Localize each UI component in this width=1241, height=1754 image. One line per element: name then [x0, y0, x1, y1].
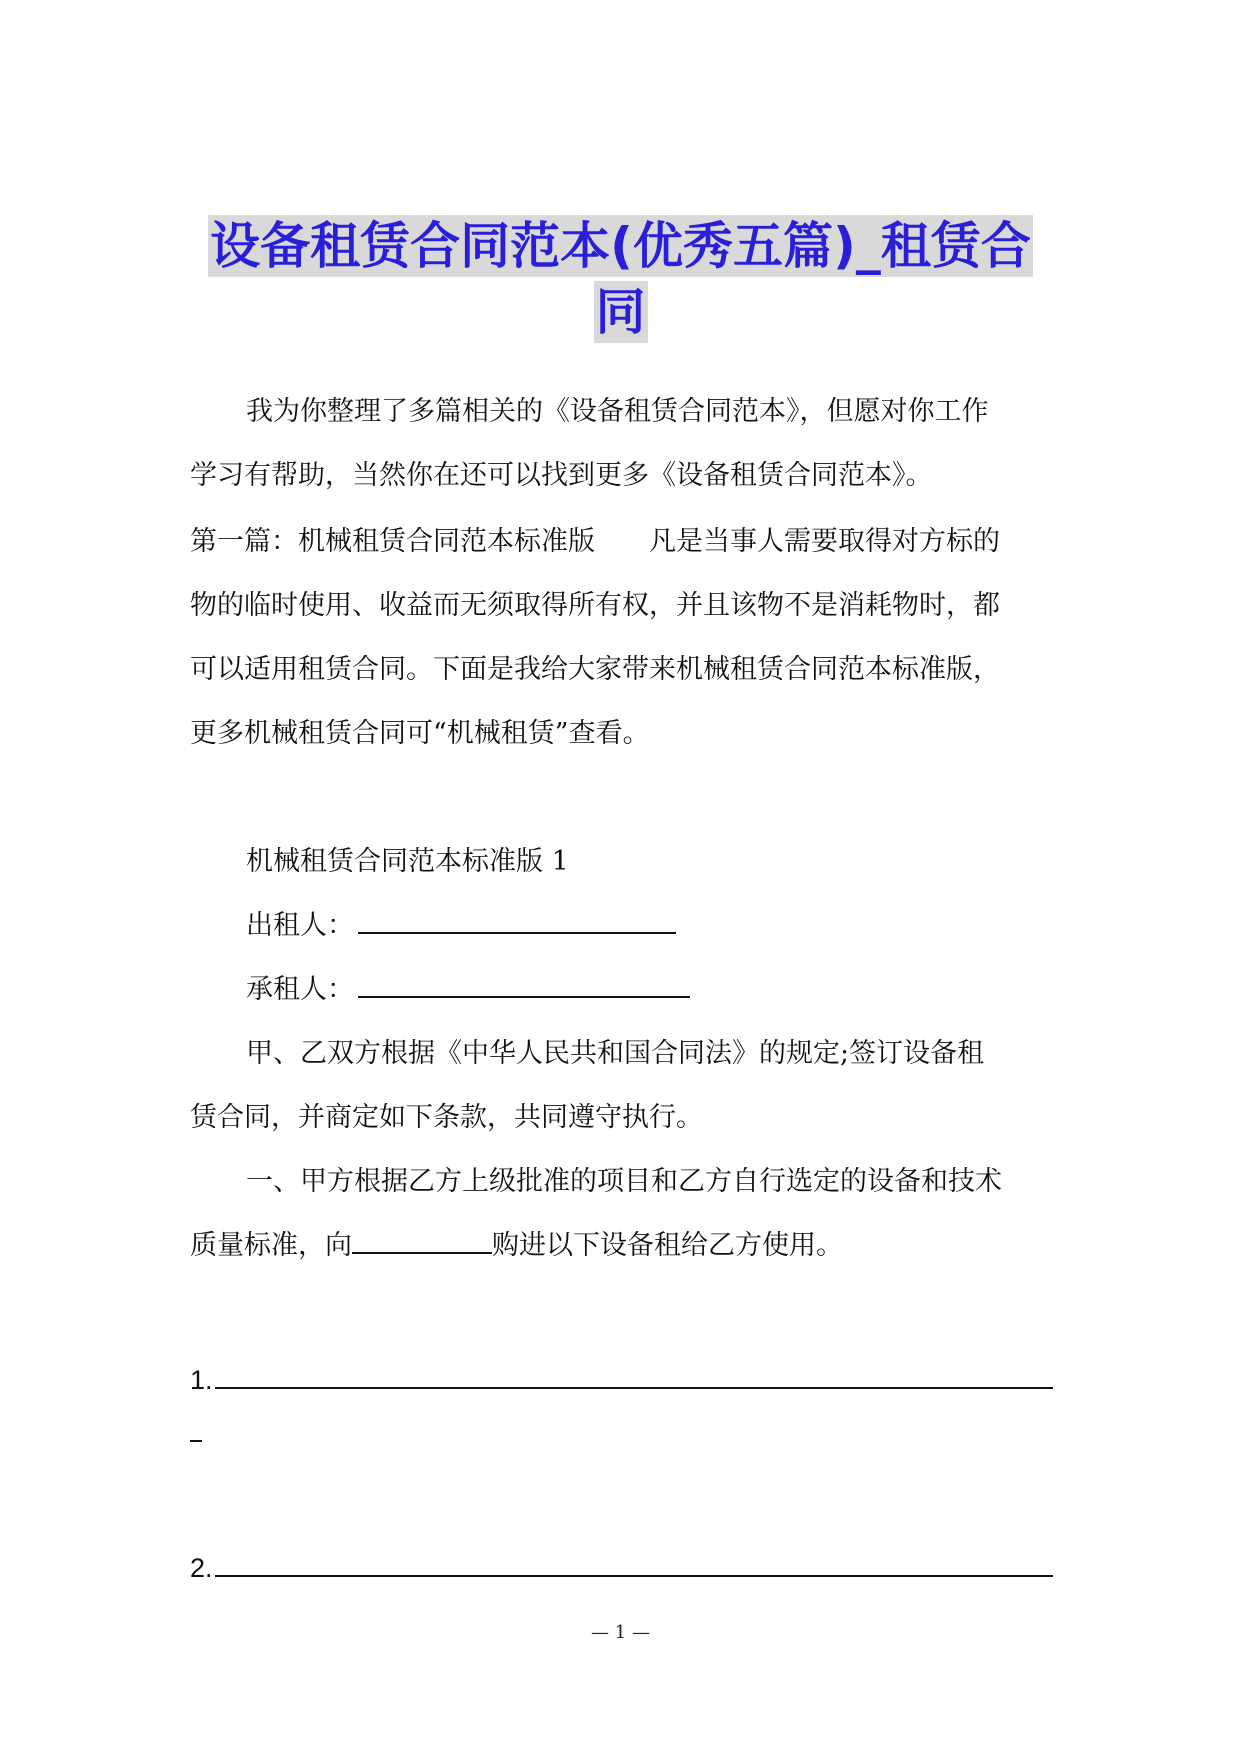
- supplier-blank: [352, 1228, 492, 1254]
- clause-intro-line-2: 赁合同，并商定如下条款，共同遵守执行。: [190, 1102, 703, 1133]
- item-1-blank: [215, 1365, 1053, 1389]
- section-one-line-2: 物的临时使用、收益而无须取得所有权，并且该物不是消耗物时，都: [190, 590, 1000, 621]
- lessor-label: 出租人：: [246, 910, 354, 941]
- lessor-field: [190, 894, 1060, 958]
- item-1-number: 1.: [190, 1365, 213, 1395]
- title-line-2: 同: [595, 283, 646, 341]
- section-one-line-3: 可以适用租赁合同。下面是我给大家带来机械租赁合同范本标准版，: [190, 654, 1000, 685]
- item-1-continuation-blank: [190, 1440, 202, 1442]
- clause-one-text-b: 购进以下设备租给乙方使用。: [492, 1230, 843, 1261]
- lessee-field: [190, 958, 1060, 1022]
- numbered-item-1: [190, 1365, 1053, 1396]
- title-line-1: 设备租赁合同范本(优秀五篇)_租赁合: [210, 217, 1031, 275]
- item-2-number: 2.: [190, 1553, 213, 1583]
- section-one-line-1: 第一篇：机械租赁合同范本标准版 凡是当事人需要取得对方标的: [190, 526, 1000, 557]
- intro-line-2: 学习有帮助，当然你在还可以找到更多《设备租赁合同范本》。: [190, 460, 933, 491]
- clause-one-line-2: [190, 1214, 1060, 1278]
- document-title: [190, 213, 1051, 345]
- clause-intro-line-1: 甲、乙双方根据《中华人民共和国合同法》的规定;签订设备租: [246, 1038, 985, 1069]
- contract-subtitle: 机械租赁合同范本标准版 1: [246, 846, 569, 877]
- page-number: — 1 —: [591, 1622, 650, 1643]
- numbered-item-2: [190, 1553, 1053, 1584]
- item-2-blank: [215, 1553, 1053, 1577]
- clause-one-line-1: 一、甲方根据乙方上级批准的项目和乙方自行选定的设备和技术: [246, 1166, 1002, 1197]
- section-one-line-4: 更多机械租赁合同可“机械租赁”查看。: [190, 718, 650, 749]
- intro-line-1: 我为你整理了多篇相关的《设备租赁合同范本》，但愿对你工作: [246, 396, 989, 427]
- lessee-label: 承租人：: [246, 974, 354, 1005]
- lessee-blank: [358, 972, 690, 998]
- clause-one-text-a: 质量标准，向: [190, 1230, 352, 1261]
- lessor-blank: [358, 908, 676, 934]
